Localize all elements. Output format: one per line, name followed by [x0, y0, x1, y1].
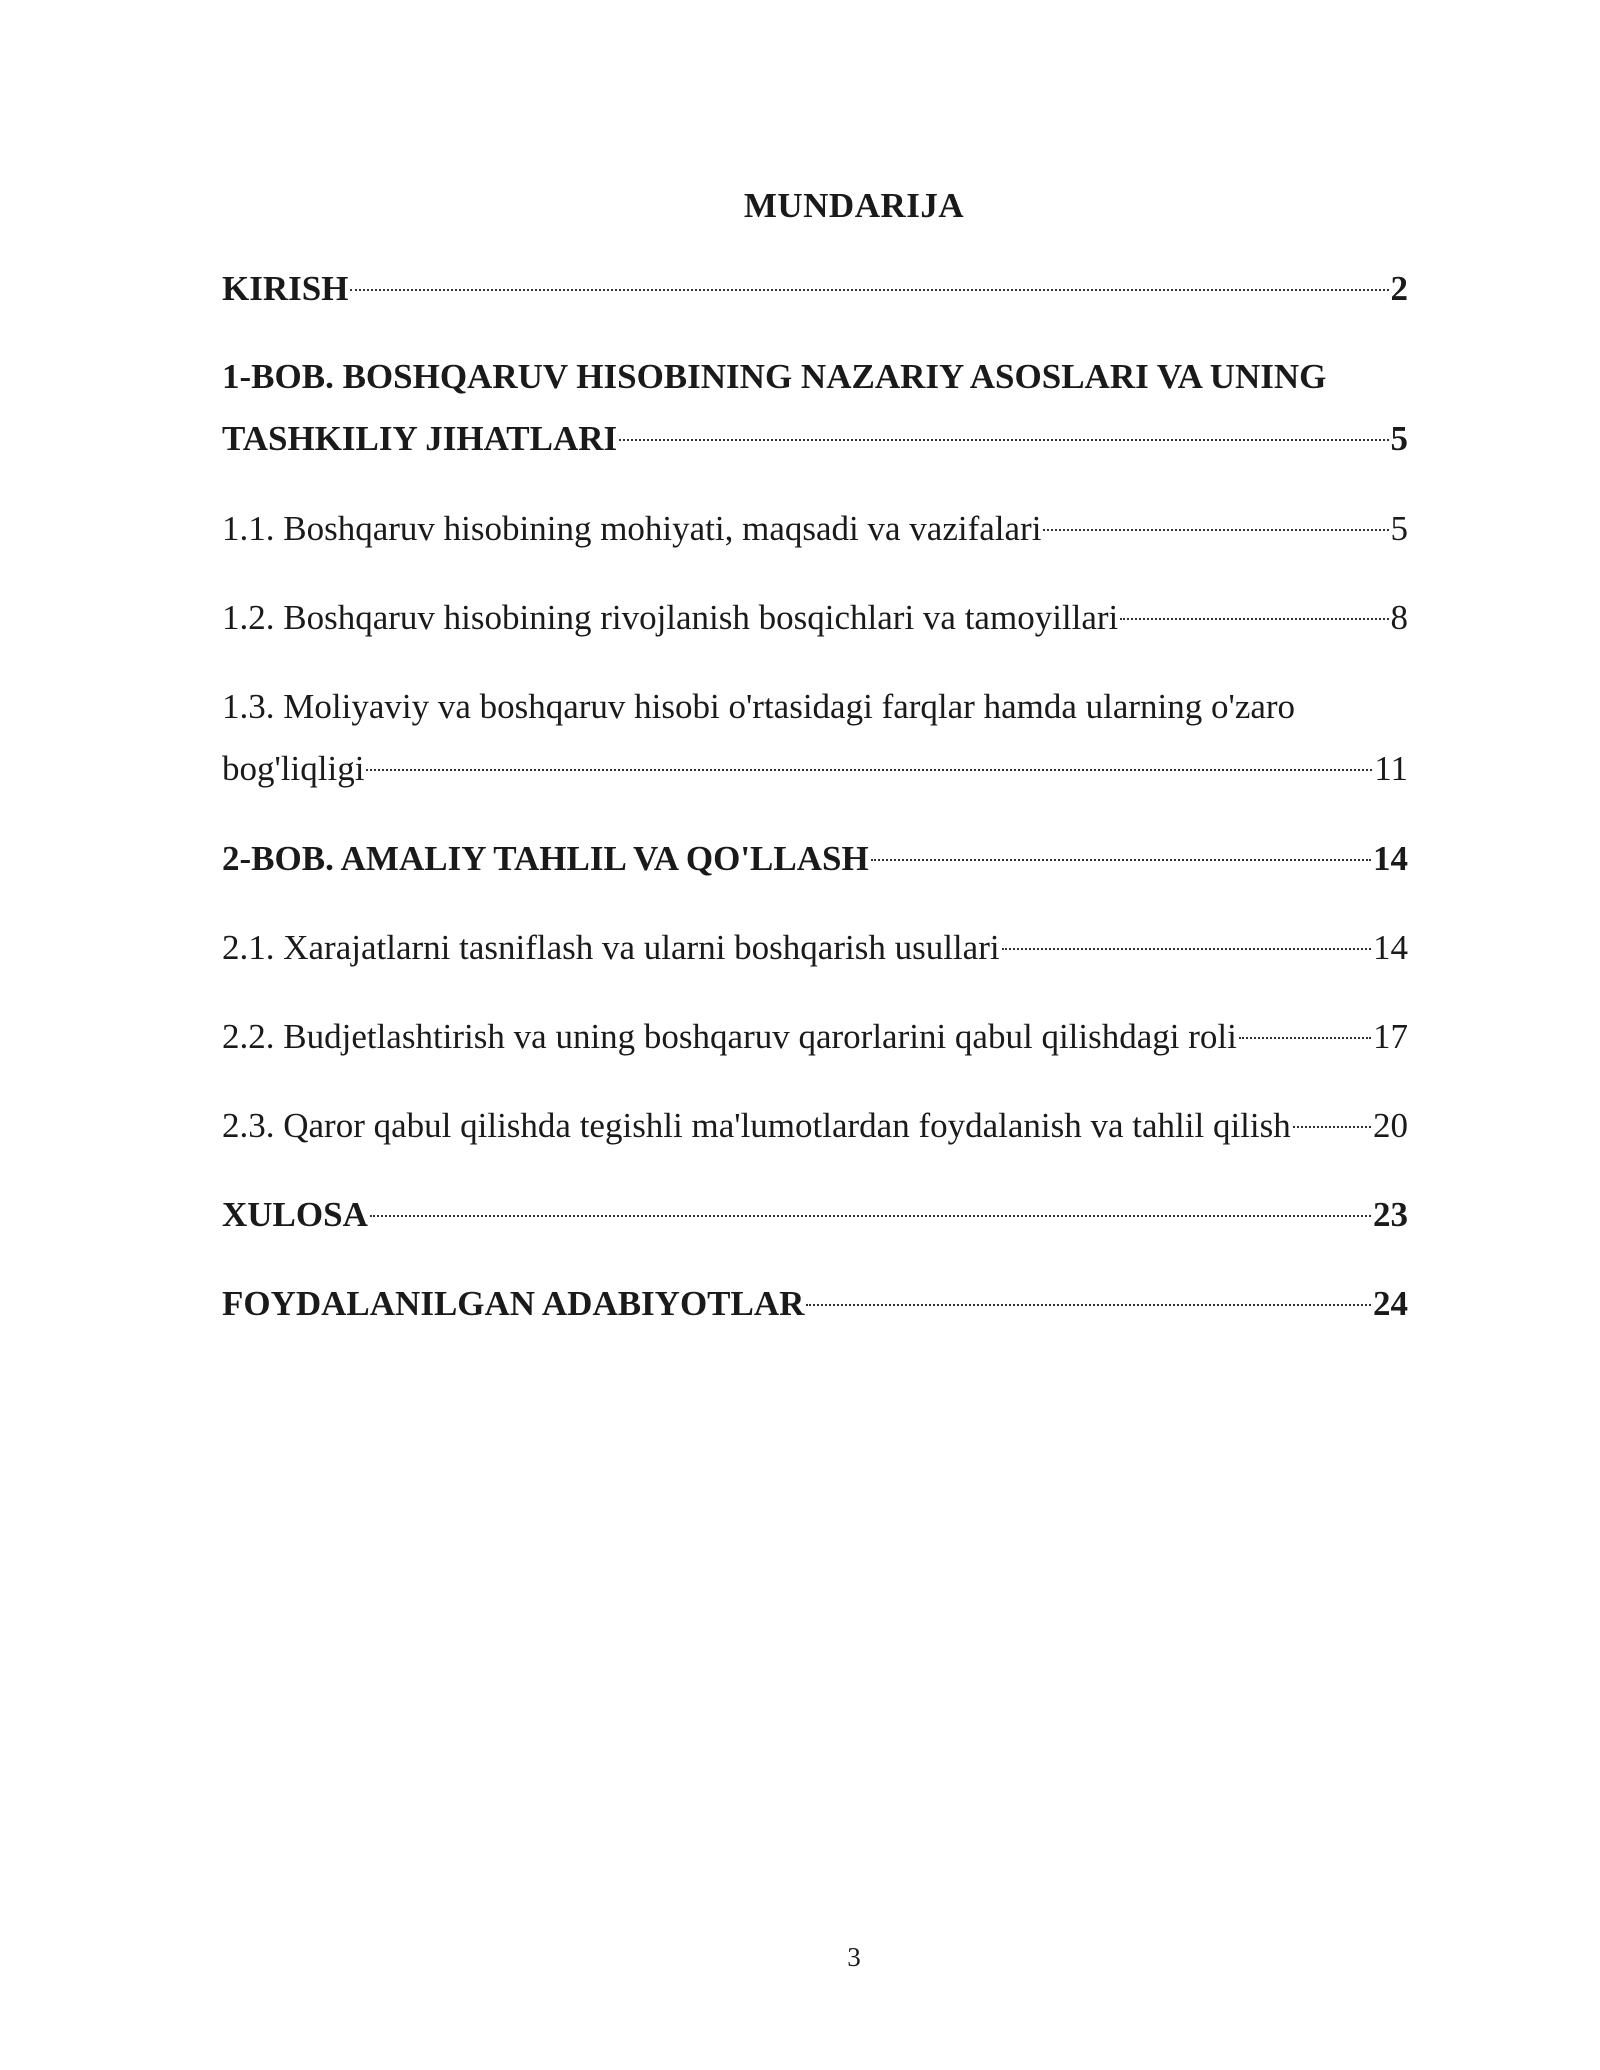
toc-entry-2-1[interactable] [222, 917, 1408, 979]
dot-leader [806, 1304, 1371, 1306]
toc-entry-xulosa[interactable] [222, 1184, 1408, 1246]
dot-leader [1002, 948, 1371, 950]
dot-leader [871, 859, 1371, 861]
toc-entry-2-2[interactable] [222, 1006, 1408, 1068]
toc-page-number: 20 [1373, 1106, 1408, 1145]
toc-entry-text: 1.1. Boshqaruv hisobining mohiyati, maqsadi va vazifalari [222, 509, 1042, 548]
toc-entry-text: KIRISH [222, 269, 349, 308]
toc-entry-references[interactable] [222, 1273, 1408, 1335]
dot-leader [619, 439, 1388, 441]
toc-entry-text: 2-BOB. AMALIY TAHLIL VA QO'LLASH [222, 839, 869, 878]
toc-entry-2-3[interactable] [222, 1095, 1408, 1157]
toc-page-number: 17 [1373, 1017, 1408, 1056]
toc-entry-kirish[interactable] [222, 258, 1408, 320]
dot-leader [366, 769, 1372, 771]
toc-page-number: 14 [1373, 839, 1408, 878]
toc-entry-text: 2.1. Xarajatlarni tasniflash va ularni boshqarish usullari [222, 928, 1000, 967]
toc-entry-text: XULOSA [222, 1195, 368, 1234]
toc-page-number: 5 [1390, 419, 1408, 458]
toc-page-number: 2 [1390, 269, 1408, 308]
dot-leader [370, 1215, 1371, 1217]
toc-page-number: 5 [1390, 509, 1408, 548]
toc-entry-text-line1: 1.3. Moliyaviy va boshqaruv hisobi o'rtasidagi farqlar hamda ularning o'zaro [222, 687, 1296, 726]
dot-leader [1293, 1126, 1371, 1128]
dot-leader [1120, 618, 1388, 620]
dot-leader [350, 289, 1388, 291]
toc-entry-text: 2.3. Qaror qabul qilishda tegishli ma'lumotlardan foydalanish va tahlil qilish [222, 1106, 1291, 1145]
toc-page-number: 8 [1390, 598, 1408, 637]
toc-page-number: 11 [1374, 749, 1408, 788]
dot-leader [1043, 529, 1388, 531]
page-title: MUNDARIJA [743, 186, 965, 225]
toc-entry-text: TASHKILIY JIHATLARI [222, 419, 618, 458]
toc-entry-1-1[interactable] [222, 498, 1408, 560]
page-number: 3 [847, 1942, 861, 1972]
toc-entry-text-line1: 1-BOB. BOSHQARUV HISOBINING NAZARIY ASOSLARI VA UNING [222, 357, 1327, 396]
toc-entry-text: bog'liqligi [222, 749, 365, 788]
toc-page-number: 14 [1373, 928, 1408, 967]
dot-leader [1239, 1037, 1371, 1039]
toc-entry-chapter-1[interactable] [222, 346, 1408, 470]
toc-entry-1-3[interactable] [222, 676, 1408, 800]
toc-entry-text: FOYDALANILGAN ADABIYOTLAR [222, 1284, 805, 1323]
toc-entry-chapter-2[interactable] [222, 828, 1408, 890]
toc-entry-text: 1.2. Boshqaruv hisobining rivojlanish bosqichlari va tamoyillari [222, 598, 1119, 637]
toc-entry-1-2[interactable] [222, 587, 1408, 649]
toc-entry-text: 2.2. Budjetlashtirish va uning boshqaruv qarorlarini qabul qilishdagi roli [222, 1017, 1237, 1056]
toc-page-number: 23 [1373, 1195, 1408, 1234]
toc-page-number: 24 [1373, 1284, 1408, 1323]
